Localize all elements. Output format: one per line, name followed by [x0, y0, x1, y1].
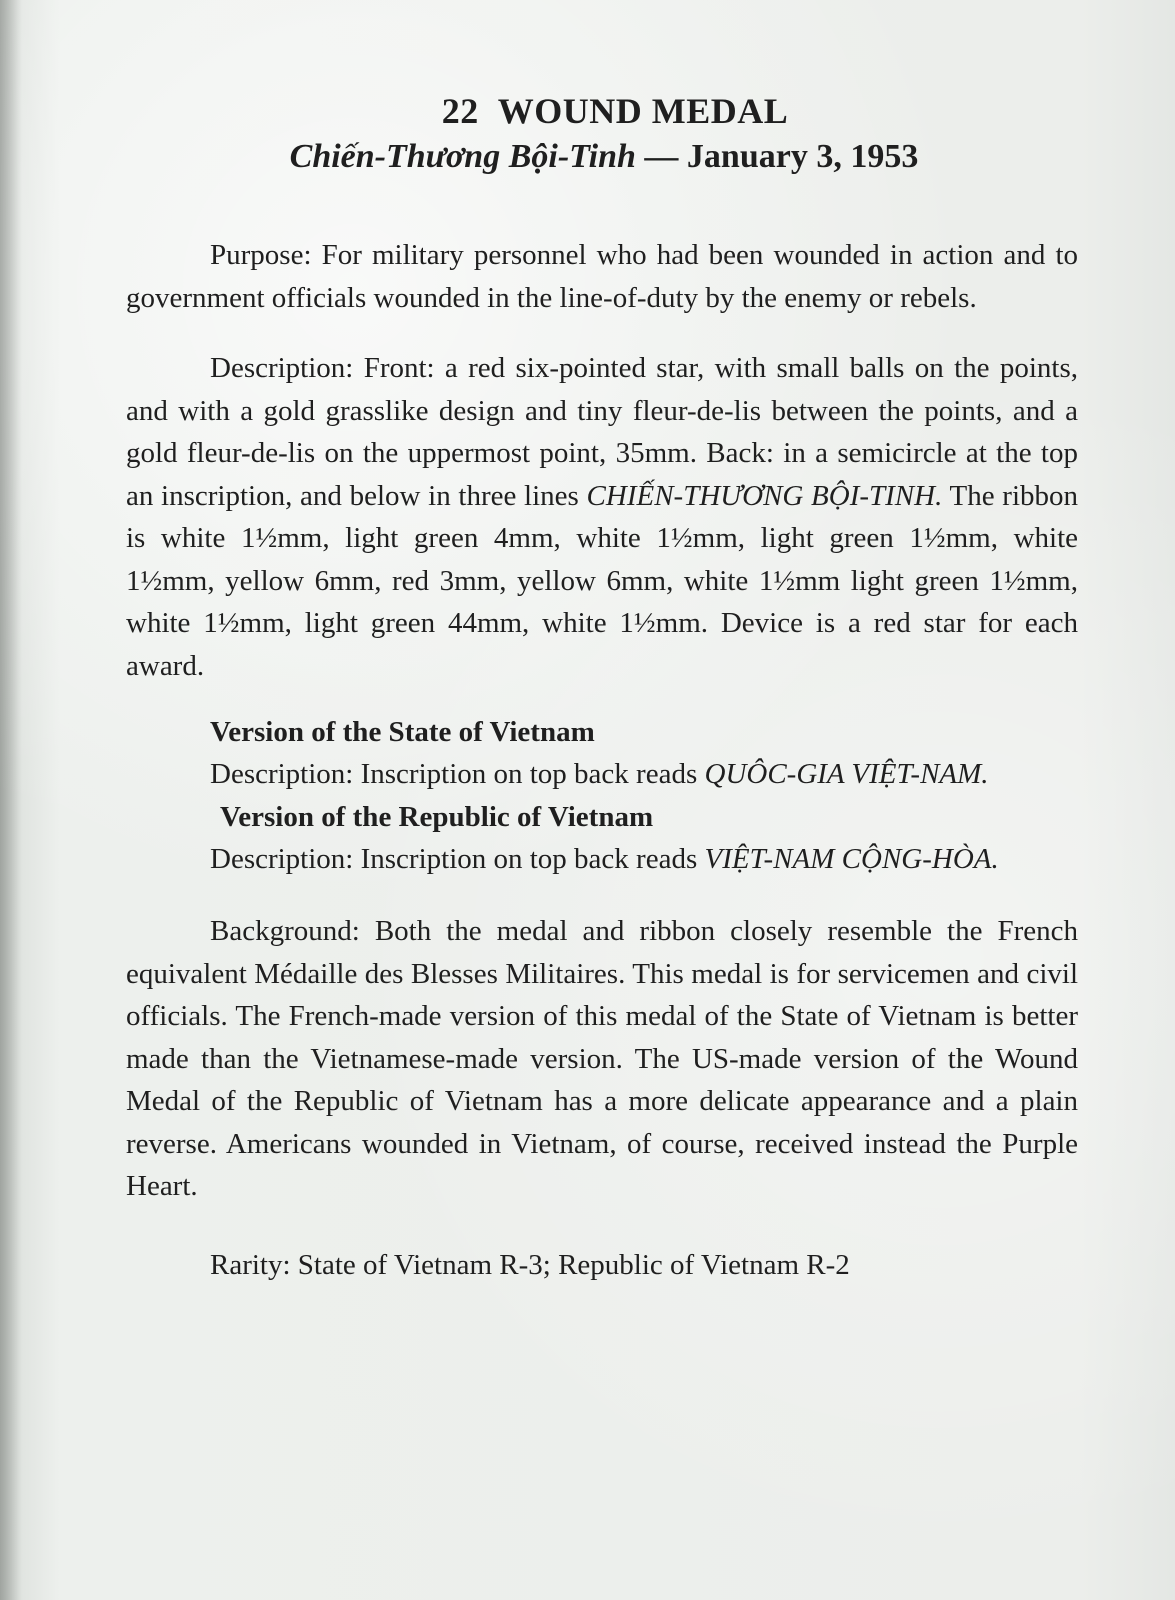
description-text-after: The ribbon is white 1½mm, light green 4mm, white 1½mm, light green 1½mm, white 1½mm, yellow 6mm, red 3mm, yellow 6mm, white 1½mm light green 1½mm, white 1½mm, light green 44mm, white 1½mm. Device is a red star for each award. [126, 479, 1078, 682]
rarity-paragraph: Rarity: State of Vietnam R-3; Republic of Vietnam R-2 [210, 1248, 850, 1281]
version-description-republic [126, 838, 1078, 881]
vietnamese-name: Chiến-Thương Bội-Tinh [289, 138, 636, 175]
establishment-date: January 3, 1953 [686, 138, 919, 175]
medal-subtitle [126, 134, 1078, 180]
version-heading-republic: Version of the Republic of Vietnam [220, 800, 654, 833]
version-inscription: VIỆT-NAM CỘNG-HÒA. [704, 842, 999, 875]
description-text-before: Description: Front: a red six-pointed star, with small balls on the points, and with a gold grasslike design and tiny fleur-de-lis between the points, and a gold fleur-de-lis on the uppermost point, 35mm. Back: in a semicircle at the top an inscription, and below in three lines [126, 352, 1078, 512]
spine-shadow [0, 0, 22, 1600]
description-inscription: CHIẾN-THƯƠNG BỘI-TINH. [586, 479, 943, 512]
medal-number: 22 [441, 91, 479, 131]
subtitle-separator: — [644, 138, 679, 175]
page-content [126, 88, 1078, 1286]
version-text: Description: Inscription on top back reads [210, 842, 705, 875]
description-paragraph [126, 347, 1078, 687]
medal-name: WOUND MEDAL [497, 91, 789, 131]
version-inscription: QUÔC-GIA VIỆT-NAM. [704, 758, 989, 790]
background-paragraph: Background: Both the medal and ribbon closely resemble the French equivalent Médaille des Blesses Militaires. This medal is for servicemen and civil officials. The French-made version of this medal of the State of Vietnam is better made than the Vietnamese-made version. The US-made version of the Wound Medal of the Republic of Vietnam has a more delicate appearance and a plain reverse. Americans wounded in Vietnam, of course, received instead the Purple Heart. [126, 915, 1078, 1202]
version-heading-state: Version of the State of Vietnam [210, 716, 595, 748]
purpose-paragraph: Purpose: For military personnel who had been wounded in action and to government officials wounded in the line-of-duty by the enemy or rebels. [126, 239, 1078, 314]
medal-title [126, 88, 1078, 134]
version-text: Description: Inscription on top back reads [210, 758, 705, 790]
version-description-state [126, 753, 1078, 796]
